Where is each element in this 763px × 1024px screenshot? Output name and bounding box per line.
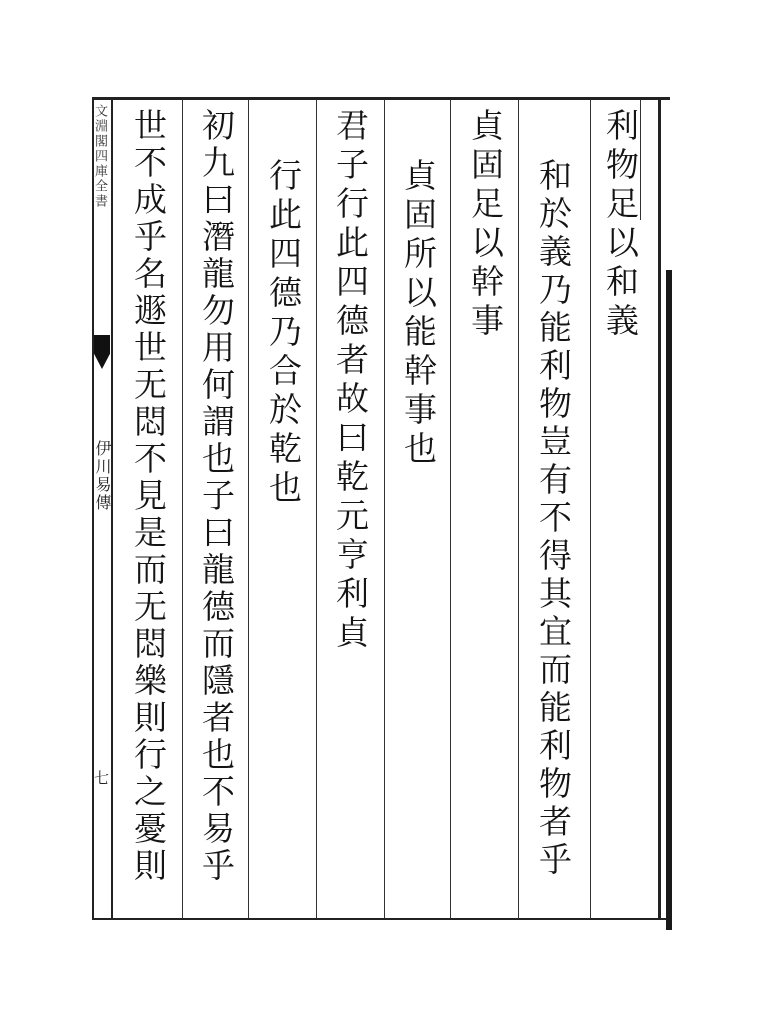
margin-book-title: 伊川易傳 — [93, 440, 112, 512]
frame-right-border — [658, 100, 661, 918]
frame-top-border — [92, 97, 670, 100]
frame-bottom-border — [92, 918, 670, 920]
text-column-3: 貞固足以幹事 — [466, 108, 505, 342]
margin-page-number: 七 — [92, 770, 110, 785]
margin-collection-title: 文淵閣四庫全書 — [92, 104, 107, 209]
frame-right-thick-border — [666, 270, 672, 930]
text-column-1: 利物足以和義 — [601, 108, 640, 342]
fishtail-ornament — [94, 335, 110, 369]
text-column-7: 初九曰潛龍勿用何謂也子曰龍德而隱者也不易乎 — [197, 108, 236, 885]
column-rule — [384, 100, 385, 918]
column-rule — [450, 100, 451, 918]
column-rule — [316, 100, 317, 918]
text-column-5: 君子行此四德者故曰乾元亨利貞 — [331, 108, 370, 654]
column-rule — [518, 100, 519, 918]
column-rule-short — [640, 100, 641, 220]
column-rule — [248, 100, 249, 918]
text-column-8: 世不成乎名遯世无悶不見是而无悶樂則行之憂則 — [129, 108, 168, 885]
text-column-2: 和於義乃能利物豈有不得其宜而能利物者乎 — [534, 158, 573, 880]
column-rule — [182, 100, 183, 918]
column-rule — [590, 100, 591, 918]
text-column-4: 貞固所以能幹事也 — [399, 158, 438, 470]
text-column-6: 行此四德乃合於乾也 — [264, 158, 303, 509]
